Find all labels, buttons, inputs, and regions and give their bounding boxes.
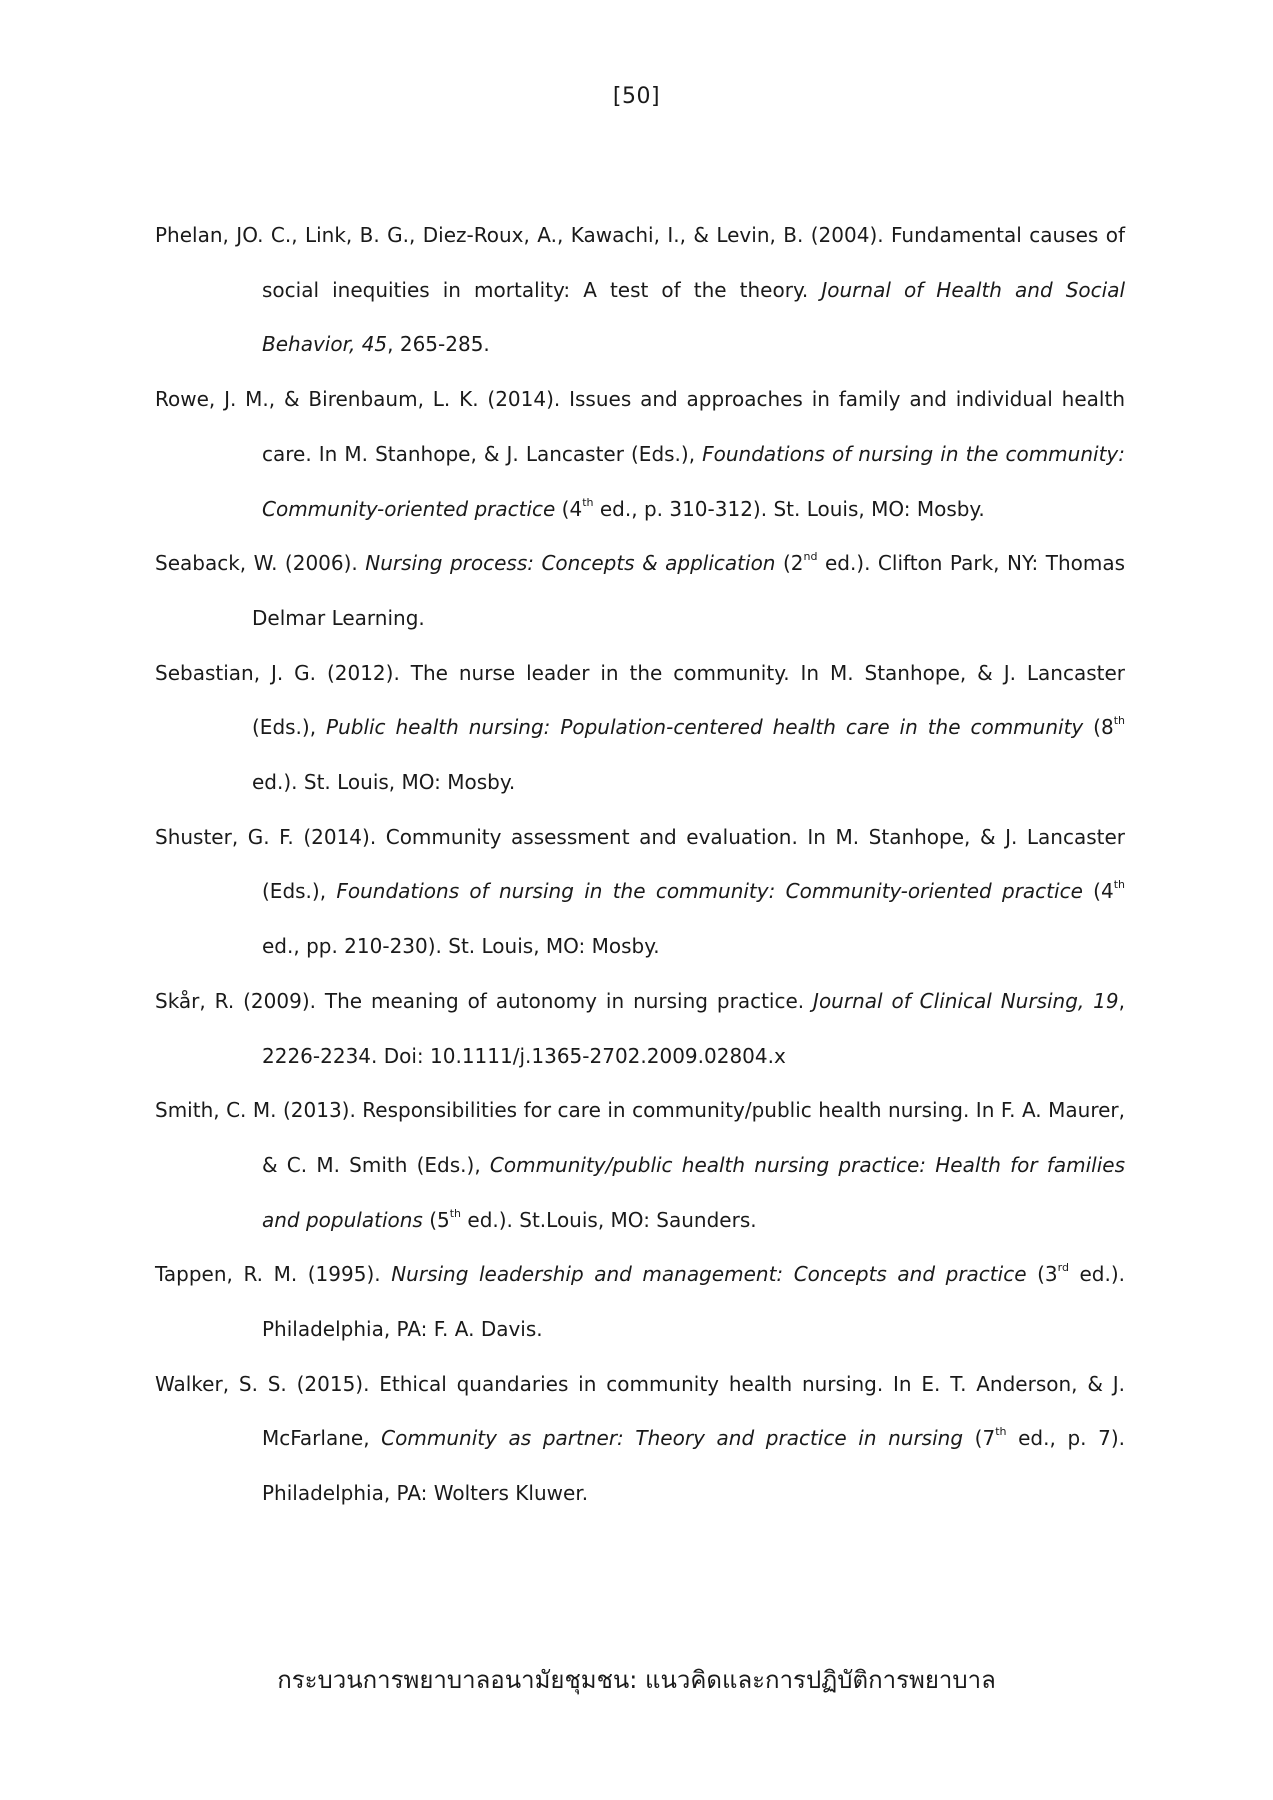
reference-source-title: Community/public health nursing practice: Health for families and populations: [262, 1152, 1125, 1232]
reference-text: ed.). St. Louis, MO: Mosby.: [252, 770, 516, 795]
reference-source-title: Journal of Health and Social Behavior, 45: [262, 277, 1126, 357]
reference-text: (5: [422, 1207, 450, 1232]
reference-text: ed.). Philadelphia, PA: F. A. Davis.: [262, 1262, 1126, 1342]
reference-text: Seaback, W. (2006).: [155, 551, 366, 576]
reference-source-title: Public health nursing: Population-centered health care in the community: [326, 715, 1084, 740]
reference-text: Walker, S. S. (2015). Ethical quandaries in community health nursing. In E. T. Anderson, & J. McFarlane,: [155, 1371, 1125, 1451]
reference-text: Smith, C. M. (2013). Responsibilities for care in community/public health nursing. In F. A. Maurer, & C. M. Smith (Eds.),: [155, 1098, 1125, 1177]
reference-source-title: Community as partner: Theory and practice in nursing: [381, 1426, 964, 1451]
reference-entry: [155, 646, 1125, 810]
reference-source-title: Foundations of nursing in the community: Community-oriented practice: [336, 879, 1083, 904]
edition-superscript: th: [995, 1425, 1007, 1439]
reference-text: ed.). Clifton Park, NY: Thomas Delmar Learning.: [252, 551, 1126, 630]
reference-text: Skår, R. (2009). The meaning of autonomy in nursing practice.: [155, 988, 814, 1013]
page-footer-title: กระบวนการพยาบาลอนามัยชุมชน: แนวคิดและการปฏิบัติการพยาบาล: [277, 1666, 996, 1694]
reference-entry: [155, 536, 1125, 645]
reference-text: ed., p. 7). Philadelphia, PA: Wolters Kluwer.: [262, 1426, 1126, 1506]
reference-entry: [155, 810, 1125, 974]
reference-text: ed., p. 310-312). St. Louis, MO: Mosby.: [593, 496, 985, 521]
reference-text: Rowe, J. M., & Birenbaum, L. K. (2014). Issues and approaches in family and individual health care. In M. Stanhope, & J. Lancaster (Eds.),: [155, 387, 1125, 466]
page-number: [50]: [612, 84, 661, 109]
reference-text: Sebastian, J. G. (2012). The nurse leader in the community. In M. Stanhope, & J. Lancaster (Eds.),: [155, 660, 1125, 740]
reference-text: , 2226-2234. Doi: 10.1111/j.1365-2702.2009.02804.x: [262, 988, 1125, 1068]
reference-text: (4: [555, 496, 583, 521]
reference-text: (4: [1082, 879, 1114, 904]
reference-source-title: Nursing leadership and management: Concepts and practice: [391, 1262, 1027, 1287]
reference-text: ed.). St.Louis, MO: Saunders.: [461, 1207, 757, 1232]
edition-superscript: nd: [803, 550, 818, 564]
reference-source-title: Foundations of nursing in the community: Community-oriented practice: [262, 441, 1125, 521]
reference-text: Shuster, G. F. (2014). Community assessment and evaluation. In M. Stanhope, & J. Lancaster (Eds.),: [155, 824, 1125, 904]
reference-text: , 265-285.: [387, 332, 490, 357]
reference-text: Phelan, JO. C., Link, B. G., Diez-Roux, A., Kawachi, I., & Levin, B. (2004). Fundamental causes of social inequities in mortality: A test of the theory.: [155, 223, 1125, 302]
reference-entry: [155, 1357, 1125, 1521]
reference-text: ed., pp. 210-230). St. Louis, MO: Mosby.: [262, 934, 660, 959]
reference-text: (7: [963, 1426, 996, 1451]
edition-superscript: rd: [1057, 1261, 1069, 1275]
edition-superscript: th: [582, 495, 594, 509]
edition-superscript: th: [449, 1206, 462, 1220]
reference-entry: [155, 974, 1125, 1083]
edition-superscript: th: [1113, 878, 1125, 892]
reference-text: (3: [1026, 1262, 1058, 1287]
reference-text: Tappen, R. M. (1995).: [155, 1262, 392, 1287]
reference-entry: [155, 208, 1125, 372]
reference-text: (8: [1083, 715, 1114, 740]
reference-text: (2: [775, 551, 804, 576]
reference-list: [155, 208, 1125, 1521]
edition-superscript: th: [1113, 714, 1126, 728]
reference-entry: [155, 1083, 1125, 1247]
reference-entry: [155, 1247, 1125, 1356]
reference-source-title: Journal of Clinical Nursing, 19: [813, 988, 1119, 1013]
reference-source-title: Nursing process: Concepts & application: [365, 551, 776, 576]
reference-entry: [155, 372, 1125, 536]
